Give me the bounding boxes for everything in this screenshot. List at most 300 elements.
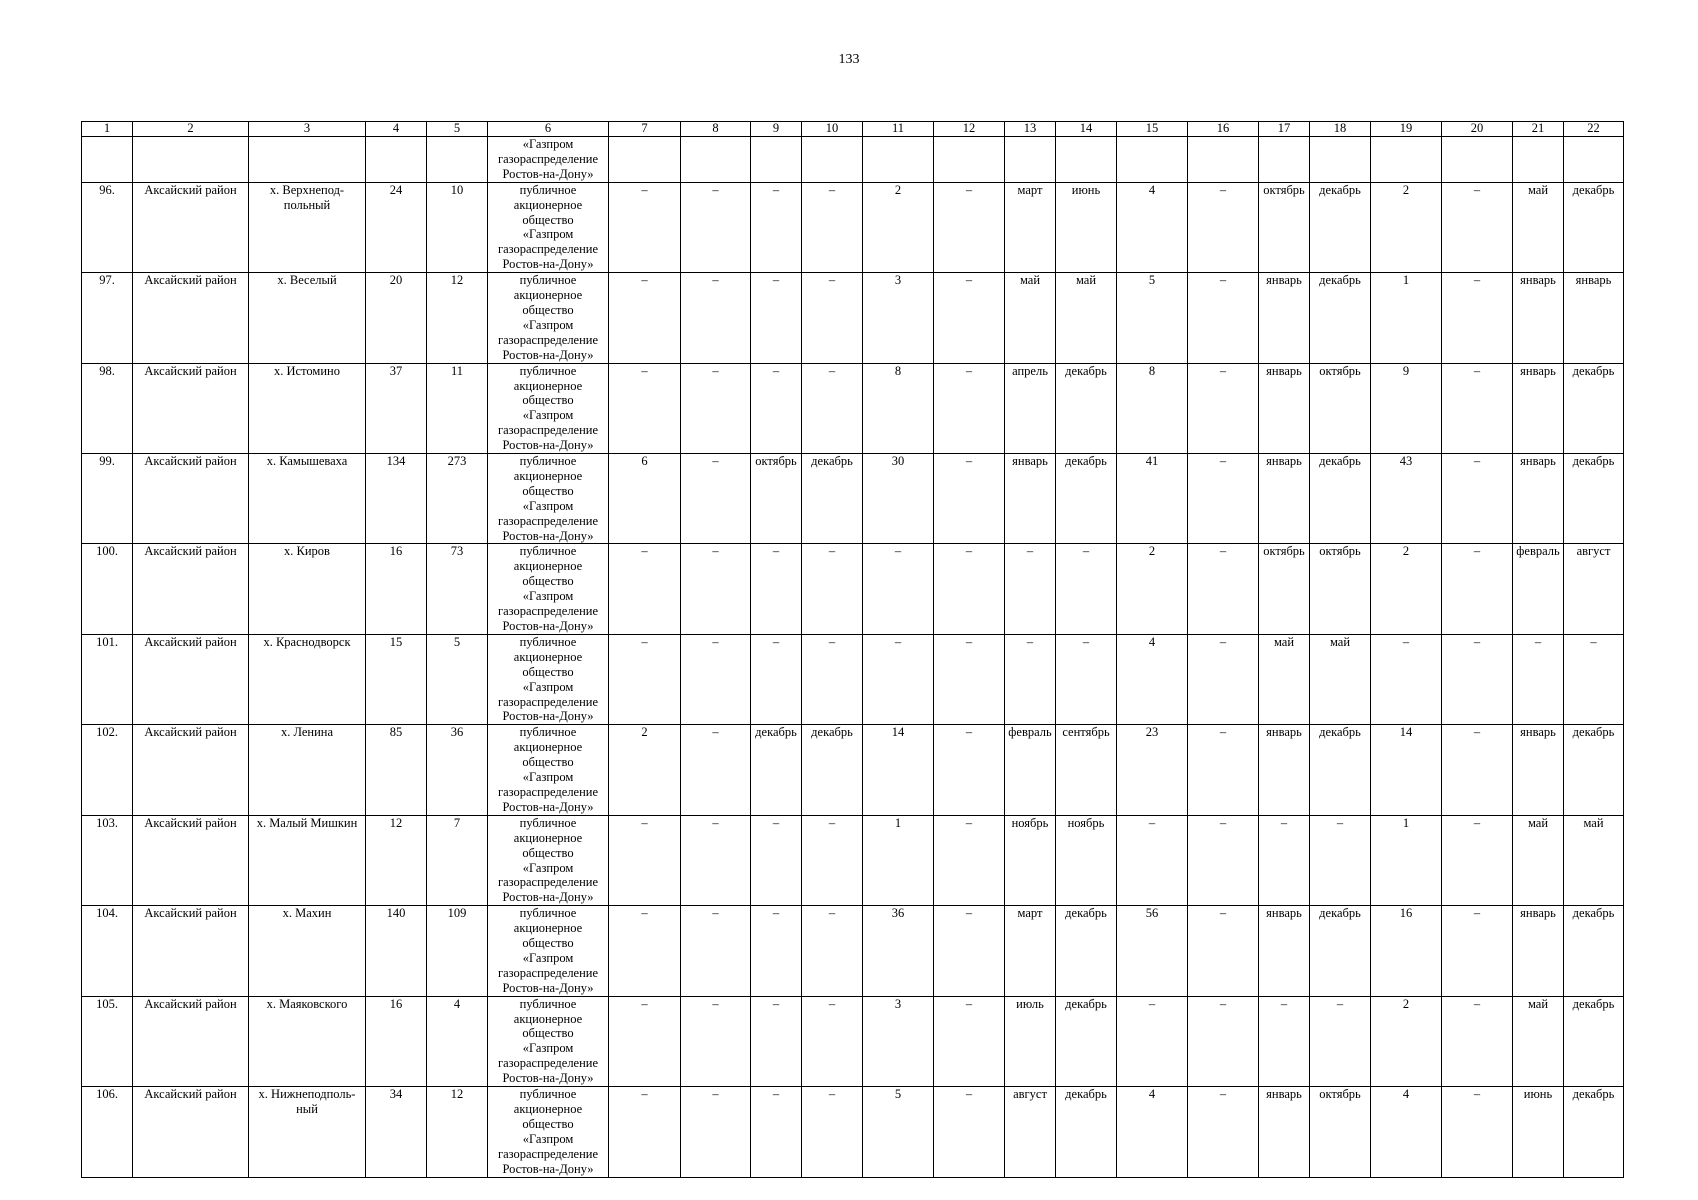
value-cell-4: 12 xyxy=(366,815,427,905)
value-cell-19: 2 xyxy=(1371,996,1442,1086)
organization-line: публичное xyxy=(519,634,577,649)
value-cell-9: – xyxy=(751,634,802,724)
value-cell-16: – xyxy=(1188,363,1259,453)
page-number: 133 xyxy=(838,52,860,67)
organization-cell xyxy=(488,363,609,453)
column-number-11: 11 xyxy=(863,122,934,137)
organization-line: акционерное xyxy=(513,740,583,755)
column-number-21: 21 xyxy=(1513,122,1564,137)
district-cell: Аксайский район xyxy=(133,1087,249,1177)
organization-line: общество xyxy=(522,1026,574,1041)
value-cell-19: 4 xyxy=(1371,1087,1442,1177)
organization-line: «Газпром xyxy=(522,589,574,604)
organization-line: газораспределение xyxy=(497,1146,599,1161)
row-number: 101. xyxy=(82,634,133,724)
organization-cell xyxy=(488,906,609,996)
table-row xyxy=(82,815,1624,905)
continuation-cell-15 xyxy=(1117,137,1188,183)
value-cell-15: 4 xyxy=(1117,1087,1188,1177)
value-cell-11: 1 xyxy=(863,815,934,905)
value-cell-4: 16 xyxy=(366,996,427,1086)
organization-line: газораспределение xyxy=(497,242,599,257)
column-number-13: 13 xyxy=(1005,122,1056,137)
locality-cell xyxy=(249,454,366,544)
organization-cell xyxy=(488,544,609,634)
column-number-14: 14 xyxy=(1056,122,1117,137)
value-cell-9: декабрь xyxy=(751,725,802,815)
column-number-15: 15 xyxy=(1117,122,1188,137)
value-cell-20: – xyxy=(1442,1087,1513,1177)
value-cell-16: – xyxy=(1188,182,1259,272)
value-cell-14: декабрь xyxy=(1056,454,1117,544)
value-cell-5: 109 xyxy=(427,906,488,996)
value-cell-9: – xyxy=(751,1087,802,1177)
organization-line: акционерное xyxy=(513,559,583,574)
value-cell-12: – xyxy=(934,363,1005,453)
value-cell-17: январь xyxy=(1259,725,1310,815)
row-number: 106. xyxy=(82,1087,133,1177)
value-cell-14: – xyxy=(1056,634,1117,724)
column-number-5: 5 xyxy=(427,122,488,137)
value-cell-8: – xyxy=(681,725,751,815)
value-cell-11: 14 xyxy=(863,725,934,815)
locality-cell xyxy=(249,815,366,905)
table-row xyxy=(82,544,1624,634)
organization-line: общество xyxy=(522,212,574,227)
column-number-6: 6 xyxy=(488,122,609,137)
value-cell-19: 16 xyxy=(1371,906,1442,996)
value-cell-14: сентябрь xyxy=(1056,725,1117,815)
value-cell-11: 8 xyxy=(863,363,934,453)
column-number-9: 9 xyxy=(751,122,802,137)
value-cell-4: 15 xyxy=(366,634,427,724)
table-row xyxy=(82,996,1624,1086)
locality-cell xyxy=(249,906,366,996)
locality-cell xyxy=(249,273,366,363)
value-cell-15: 4 xyxy=(1117,634,1188,724)
value-cell-4: 37 xyxy=(366,363,427,453)
locality-cell xyxy=(249,996,366,1086)
value-cell-21: июнь xyxy=(1513,1087,1564,1177)
locality-line: ный xyxy=(296,1102,318,1116)
district-cell: Аксайский район xyxy=(133,363,249,453)
value-cell-12: – xyxy=(934,273,1005,363)
value-cell-10: – xyxy=(802,1087,863,1177)
value-cell-21: январь xyxy=(1513,454,1564,544)
value-cell-19: 2 xyxy=(1371,182,1442,272)
continuation-cell-16 xyxy=(1188,137,1259,183)
organization-line: газораспределение xyxy=(497,332,599,347)
value-cell-7: – xyxy=(609,182,681,272)
locality-line: х. Ленина xyxy=(280,725,334,740)
locality-line: х. Истомино xyxy=(274,363,340,378)
value-cell-22: декабрь xyxy=(1564,182,1624,272)
value-cell-10: – xyxy=(802,996,863,1086)
continuation-row xyxy=(82,137,1624,183)
value-cell-5: 10 xyxy=(427,182,488,272)
value-cell-10: – xyxy=(802,363,863,453)
value-cell-7: – xyxy=(609,815,681,905)
value-cell-10: – xyxy=(802,634,863,724)
row-number: 102. xyxy=(82,725,133,815)
continuation-cell-5 xyxy=(427,137,488,183)
value-cell-10: – xyxy=(802,906,863,996)
locality-cell xyxy=(249,634,366,724)
continuation-cell-17 xyxy=(1259,137,1310,183)
organization-cell xyxy=(488,815,609,905)
organization-line: публичное xyxy=(519,996,577,1011)
column-number-22: 22 xyxy=(1564,122,1624,137)
organization-line: «Газпром xyxy=(522,1041,574,1056)
organization-line: публичное xyxy=(519,1087,577,1102)
organization-line: Ростов-на-Дону» xyxy=(502,1161,594,1176)
value-cell-16: – xyxy=(1188,544,1259,634)
value-cell-14: декабрь xyxy=(1056,363,1117,453)
value-cell-8: – xyxy=(681,454,751,544)
value-cell-12: – xyxy=(934,634,1005,724)
organization-line: Ростов-на-Дону» xyxy=(502,438,594,453)
locality-line: х. Нижнеподполь- xyxy=(258,1087,356,1102)
continuation-cell-1 xyxy=(82,137,133,183)
organization-line: Ростов-на-Дону» xyxy=(502,257,594,272)
column-number-7: 7 xyxy=(609,122,681,137)
value-cell-22: декабрь xyxy=(1564,725,1624,815)
organization-line: общество xyxy=(522,483,574,498)
value-cell-22: декабрь xyxy=(1564,363,1624,453)
locality-line: х. Махин xyxy=(282,906,332,921)
locality-line: х. Маяковского xyxy=(266,996,348,1011)
table-row xyxy=(82,363,1624,453)
value-cell-5: 36 xyxy=(427,725,488,815)
organization-line: газораспределение xyxy=(497,784,599,799)
row-number: 96. xyxy=(82,182,133,272)
value-cell-20: – xyxy=(1442,725,1513,815)
value-cell-12: – xyxy=(934,906,1005,996)
locality-cell xyxy=(249,1087,366,1177)
value-cell-4: 20 xyxy=(366,273,427,363)
value-cell-22: – xyxy=(1564,634,1624,724)
column-number-19: 19 xyxy=(1371,122,1442,137)
value-cell-19: 14 xyxy=(1371,725,1442,815)
value-cell-11: 5 xyxy=(863,1087,934,1177)
district-cell: Аксайский район xyxy=(133,725,249,815)
organization-line: газораспределение xyxy=(497,694,599,709)
value-cell-11: 2 xyxy=(863,182,934,272)
value-cell-15: 4 xyxy=(1117,182,1188,272)
value-cell-5: 273 xyxy=(427,454,488,544)
row-number: 103. xyxy=(82,815,133,905)
organization-line: общество xyxy=(522,664,574,679)
value-cell-20: – xyxy=(1442,634,1513,724)
value-cell-9: – xyxy=(751,544,802,634)
value-cell-18: декабрь xyxy=(1310,725,1371,815)
column-number-8: 8 xyxy=(681,122,751,137)
locality-line: х. Киров xyxy=(284,544,330,559)
organization-line: общество xyxy=(522,393,574,408)
organization-line: акционерное xyxy=(513,921,583,936)
value-cell-18: октябрь xyxy=(1310,363,1371,453)
locality-cell xyxy=(249,363,366,453)
value-cell-16: – xyxy=(1188,1087,1259,1177)
value-cell-17: январь xyxy=(1259,273,1310,363)
value-cell-13: – xyxy=(1005,634,1056,724)
value-cell-15: 23 xyxy=(1117,725,1188,815)
organization-line: публичное xyxy=(519,454,577,469)
value-cell-22: декабрь xyxy=(1564,996,1624,1086)
continuation-cell-22 xyxy=(1564,137,1624,183)
value-cell-9: – xyxy=(751,273,802,363)
value-cell-16: – xyxy=(1188,634,1259,724)
value-cell-13: март xyxy=(1005,906,1056,996)
organization-line: «Газпром xyxy=(522,770,574,785)
organization-line: публичное xyxy=(519,182,577,197)
value-cell-10: декабрь xyxy=(802,725,863,815)
value-cell-21: февраль xyxy=(1513,544,1564,634)
organization-line: публичное xyxy=(519,273,577,288)
organization-line: газораспределение xyxy=(497,604,599,619)
value-cell-9: – xyxy=(751,906,802,996)
table-row xyxy=(82,725,1624,815)
value-cell-16: – xyxy=(1188,725,1259,815)
value-cell-10: – xyxy=(802,815,863,905)
value-cell-4: 85 xyxy=(366,725,427,815)
value-cell-17: январь xyxy=(1259,454,1310,544)
value-cell-10: – xyxy=(802,273,863,363)
organization-line: Ростов-на-Дону» xyxy=(502,1071,594,1086)
value-cell-10: – xyxy=(802,544,863,634)
organization-line: газораспределение xyxy=(497,965,599,980)
organization-line: газораспределение xyxy=(497,875,599,890)
value-cell-20: – xyxy=(1442,273,1513,363)
organization-line: публичное xyxy=(519,725,577,740)
organization-line: общество xyxy=(522,1116,574,1131)
value-cell-15: – xyxy=(1117,815,1188,905)
value-cell-5: 73 xyxy=(427,544,488,634)
value-cell-18: октябрь xyxy=(1310,1087,1371,1177)
table-body xyxy=(82,137,1624,1178)
value-cell-5: 7 xyxy=(427,815,488,905)
value-cell-17: – xyxy=(1259,815,1310,905)
value-cell-8: – xyxy=(681,363,751,453)
value-cell-15: 8 xyxy=(1117,363,1188,453)
locality-cell xyxy=(249,544,366,634)
locality-line: х. Малый Мишкин xyxy=(256,815,358,830)
value-cell-7: 6 xyxy=(609,454,681,544)
value-cell-8: – xyxy=(681,182,751,272)
district-cell: Аксайский район xyxy=(133,182,249,272)
table-row xyxy=(82,454,1624,544)
column-number-17: 17 xyxy=(1259,122,1310,137)
value-cell-22: январь xyxy=(1564,273,1624,363)
value-cell-21: январь xyxy=(1513,363,1564,453)
column-number-10: 10 xyxy=(802,122,863,137)
value-cell-12: – xyxy=(934,182,1005,272)
value-cell-7: – xyxy=(609,906,681,996)
organization-line: Ростов-на-Дону» xyxy=(502,980,594,995)
value-cell-11: 3 xyxy=(863,273,934,363)
organization-line: Ростов-на-Дону» xyxy=(502,799,594,814)
organization-line: «Газпром xyxy=(522,498,574,513)
continuation-cell-10 xyxy=(802,137,863,183)
organization-line: публичное xyxy=(519,815,577,830)
locality-line: х. Краснодворск xyxy=(263,634,351,649)
value-cell-17: январь xyxy=(1259,363,1310,453)
continuation-cell-2 xyxy=(133,137,249,183)
table-row xyxy=(82,634,1624,724)
continuation-cell-12 xyxy=(934,137,1005,183)
value-cell-22: декабрь xyxy=(1564,1087,1624,1177)
value-cell-20: – xyxy=(1442,996,1513,1086)
value-cell-11: – xyxy=(863,634,934,724)
value-cell-9: – xyxy=(751,996,802,1086)
organization-line: публичное xyxy=(519,906,577,921)
value-cell-5: 11 xyxy=(427,363,488,453)
value-cell-22: декабрь xyxy=(1564,454,1624,544)
organization-line: публичное xyxy=(519,544,577,559)
value-cell-12: – xyxy=(934,544,1005,634)
organization-cell xyxy=(488,273,609,363)
value-cell-16: – xyxy=(1188,815,1259,905)
organization-line: «Газпром xyxy=(522,1131,574,1146)
column-number-16: 16 xyxy=(1188,122,1259,137)
value-cell-13: май xyxy=(1005,273,1056,363)
value-cell-17: октябрь xyxy=(1259,182,1310,272)
value-cell-13: – xyxy=(1005,544,1056,634)
organization-line: акционерное xyxy=(513,288,583,303)
continuation-cell-11 xyxy=(863,137,934,183)
value-cell-19: 1 xyxy=(1371,815,1442,905)
continuation-cell-18 xyxy=(1310,137,1371,183)
row-number: 97. xyxy=(82,273,133,363)
value-cell-14: июнь xyxy=(1056,182,1117,272)
value-cell-11: 3 xyxy=(863,996,934,1086)
row-number: 105. xyxy=(82,996,133,1086)
value-cell-17: – xyxy=(1259,996,1310,1086)
value-cell-18: – xyxy=(1310,815,1371,905)
value-cell-4: 24 xyxy=(366,182,427,272)
value-cell-8: – xyxy=(681,634,751,724)
value-cell-4: 16 xyxy=(366,544,427,634)
organization-cell xyxy=(488,454,609,544)
value-cell-13: июль xyxy=(1005,996,1056,1086)
value-cell-19: – xyxy=(1371,634,1442,724)
column-number-3: 3 xyxy=(249,122,366,137)
continuation-cell-20 xyxy=(1442,137,1513,183)
value-cell-15: – xyxy=(1117,996,1188,1086)
organization-line: общество xyxy=(522,845,574,860)
organization-line: акционерное xyxy=(513,1102,583,1116)
organization-line: газораспределение xyxy=(497,423,599,438)
value-cell-15: 56 xyxy=(1117,906,1188,996)
value-cell-14: ноябрь xyxy=(1056,815,1117,905)
continuation-cell-8 xyxy=(681,137,751,183)
value-cell-14: декабрь xyxy=(1056,1087,1117,1177)
organization-cell xyxy=(488,725,609,815)
district-cell: Аксайский район xyxy=(133,634,249,724)
value-cell-16: – xyxy=(1188,906,1259,996)
locality-cell xyxy=(249,182,366,272)
value-cell-18: декабрь xyxy=(1310,273,1371,363)
value-cell-9: – xyxy=(751,182,802,272)
organization-line: общество xyxy=(522,574,574,589)
organization-cell xyxy=(488,996,609,1086)
value-cell-4: 134 xyxy=(366,454,427,544)
value-cell-13: апрель xyxy=(1005,363,1056,453)
value-cell-8: – xyxy=(681,1087,751,1177)
organization-line: газораспределение xyxy=(497,1056,599,1071)
value-cell-19: 9 xyxy=(1371,363,1442,453)
organization-cell xyxy=(488,182,609,272)
value-cell-20: – xyxy=(1442,906,1513,996)
value-cell-13: март xyxy=(1005,182,1056,272)
value-cell-17: январь xyxy=(1259,1087,1310,1177)
continuation-cell-13 xyxy=(1005,137,1056,183)
value-cell-21: – xyxy=(1513,634,1564,724)
column-number-12: 12 xyxy=(934,122,1005,137)
value-cell-12: – xyxy=(934,1087,1005,1177)
district-cell: Аксайский район xyxy=(133,815,249,905)
organization-line: газораспределение xyxy=(497,513,599,528)
column-number-1: 1 xyxy=(82,122,133,137)
value-cell-4: 34 xyxy=(366,1087,427,1177)
continuation-cell-14 xyxy=(1056,137,1117,183)
value-cell-13: август xyxy=(1005,1087,1056,1177)
organization-line: общество xyxy=(522,302,574,317)
organization-line: газораспределение xyxy=(497,151,599,166)
organization-line: Ростов-на-Дону» xyxy=(502,166,594,181)
value-cell-5: 4 xyxy=(427,996,488,1086)
table-row xyxy=(82,1087,1624,1177)
district-cell: Аксайский район xyxy=(133,454,249,544)
row-number: 99. xyxy=(82,454,133,544)
value-cell-20: – xyxy=(1442,182,1513,272)
value-cell-22: август xyxy=(1564,544,1624,634)
value-cell-7: 2 xyxy=(609,725,681,815)
continuation-cell-21 xyxy=(1513,137,1564,183)
value-cell-21: январь xyxy=(1513,906,1564,996)
value-cell-11: 36 xyxy=(863,906,934,996)
organization-line: «Газпром xyxy=(522,408,574,423)
organization-line: «Газпром xyxy=(522,317,574,332)
value-cell-21: май xyxy=(1513,815,1564,905)
value-cell-8: – xyxy=(681,996,751,1086)
value-cell-9: – xyxy=(751,815,802,905)
value-cell-21: май xyxy=(1513,182,1564,272)
organization-line: акционерное xyxy=(513,197,583,212)
organization-cell xyxy=(488,634,609,724)
district-cell: Аксайский район xyxy=(133,544,249,634)
value-cell-15: 2 xyxy=(1117,544,1188,634)
value-cell-8: – xyxy=(681,273,751,363)
value-cell-16: – xyxy=(1188,454,1259,544)
locality-line: польный xyxy=(283,197,331,212)
organization-line: акционерное xyxy=(513,1011,583,1026)
column-number-18: 18 xyxy=(1310,122,1371,137)
value-cell-14: май xyxy=(1056,273,1117,363)
value-cell-7: – xyxy=(609,544,681,634)
value-cell-21: январь xyxy=(1513,725,1564,815)
value-cell-4: 140 xyxy=(366,906,427,996)
value-cell-9: – xyxy=(751,363,802,453)
table-row xyxy=(82,906,1624,996)
value-cell-16: – xyxy=(1188,996,1259,1086)
table-row xyxy=(82,182,1624,272)
table-row xyxy=(82,273,1624,363)
locality-line: х. Верхнепод- xyxy=(269,182,345,197)
value-cell-5: 12 xyxy=(427,273,488,363)
value-cell-19: 43 xyxy=(1371,454,1442,544)
value-cell-22: май xyxy=(1564,815,1624,905)
